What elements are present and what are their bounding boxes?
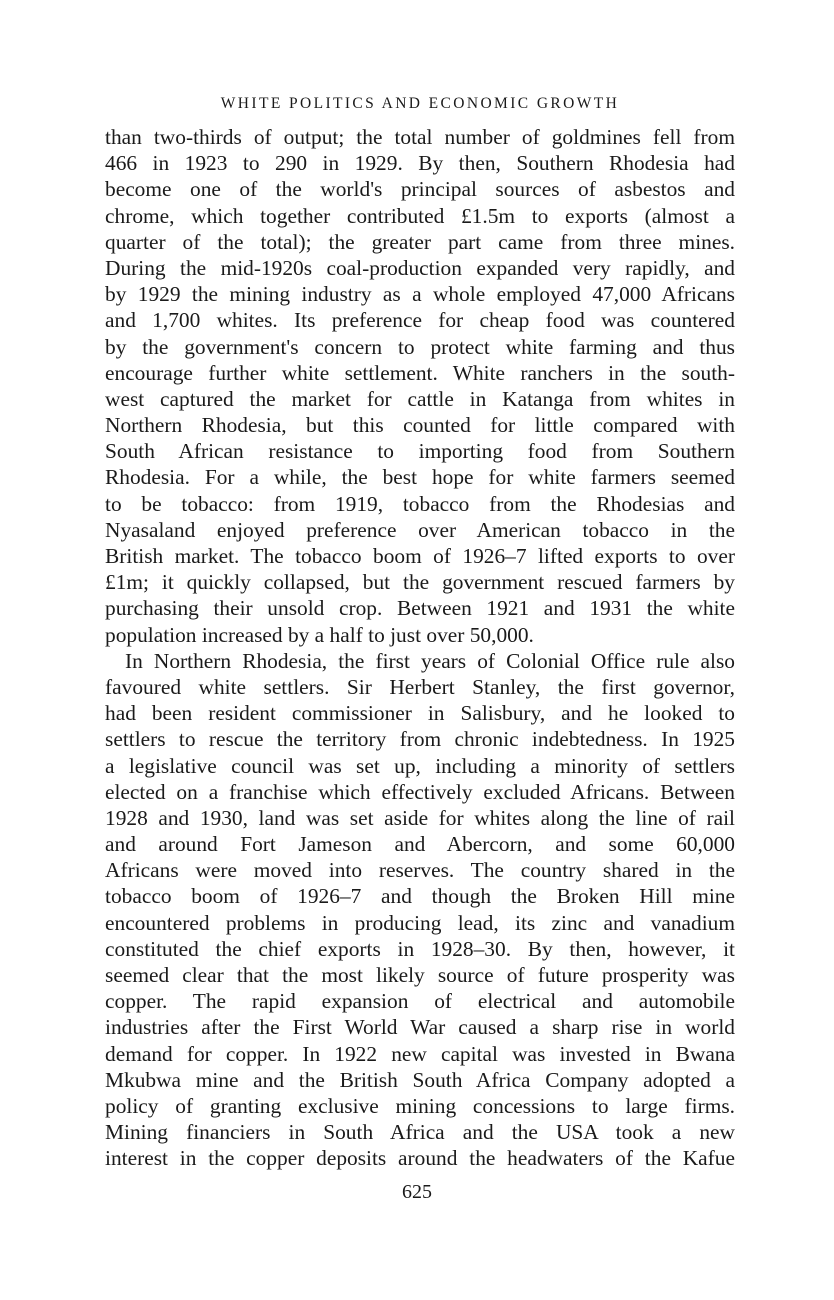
- text-line: become one of the world's principal sources of asbestos and: [105, 177, 735, 202]
- text-line: Northern Rhodesia, but this counted for little compared with: [105, 413, 735, 438]
- text-line: encountered problems in producing lead, its zinc and vanadium: [105, 910, 735, 935]
- text-line: chrome, which together contributed £1.5m to exports (almost a: [105, 203, 735, 228]
- text-line: Africans were moved into reserves. The country shared in the: [105, 858, 735, 883]
- text-line: Mkubwa mine and the British South Africa Company adopted a: [105, 1067, 735, 1092]
- text-line: quarter of the total); the greater part came from three mines.: [105, 229, 735, 254]
- text-line: and 1,700 whites. Its preference for cheap food was countered: [105, 308, 735, 333]
- text-line: During the mid-1920s coal-production expanded very rapidly, and: [105, 255, 735, 280]
- text-line: elected on a franchise which effectively excluded Africans. Between: [105, 779, 735, 804]
- body-text: [105, 124, 735, 1172]
- text-line: by the government's concern to protect white farming and thus: [105, 334, 735, 359]
- text-line: Mining financiers in South Africa and the USA took a new: [105, 1120, 735, 1145]
- text-line: policy of granting exclusive mining concessions to large firms.: [105, 1093, 735, 1118]
- text-line: population increased by a half to just over 50,000.: [105, 622, 534, 647]
- text-line: 466 in 1923 to 290 in 1929. By then, Southern Rhodesia had: [105, 151, 735, 176]
- text-line: British market. The tobacco boom of 1926–7 lifted exports to over: [105, 544, 735, 568]
- paragraph-first-line: In Northern Rhodesia, the first years of Colonial Office rule also: [125, 648, 735, 673]
- page-number: 625: [402, 1181, 432, 1203]
- text-line: encourage further white settlement. White ranchers in the south-: [105, 360, 735, 385]
- text-line: by 1929 the mining industry as a whole employed 47,000 Africans: [105, 282, 735, 307]
- text-line: seemed clear that the most likely source of future prosperity was: [105, 963, 735, 987]
- text-line: to be tobacco: from 1919, tobacco from the Rhodesias and: [105, 491, 735, 516]
- text-line: South African resistance to importing food from Southern: [105, 439, 735, 464]
- text-line: tobacco boom of 1926–7 and though the Broken Hill mine: [105, 884, 735, 909]
- text-line: demand for copper. In 1922 new capital was invested in Bwana: [105, 1041, 735, 1066]
- running-head: WHITE POLITICS AND ECONOMIC GROWTH: [220, 95, 620, 112]
- text-line: a legislative council was set up, including a minority of settlers: [105, 753, 735, 778]
- text-line: west captured the market for cattle in Katanga from whites in: [105, 386, 735, 411]
- text-line: Nyasaland enjoyed preference over American tobacco in the: [105, 517, 735, 542]
- text-line: industries after the First World War caused a sharp rise in world: [105, 1015, 735, 1040]
- text-line: purchasing their unsold crop. Between 1921 and 1931 the white: [105, 596, 735, 621]
- text-line: and around Fort Jameson and Abercorn, and some 60,000: [105, 832, 735, 857]
- text-line: Rhodesia. For a while, the best hope for white farmers seemed: [105, 465, 735, 490]
- text-line: settlers to rescue the territory from chronic indebtedness. In 1925: [105, 727, 735, 752]
- text-line: interest in the copper deposits around the headwaters of the Kafue: [105, 1146, 735, 1171]
- text-line: £1m; it quickly collapsed, but the government rescued farmers by: [105, 570, 735, 595]
- text-line: favoured white settlers. Sir Herbert Stanley, the first governor,: [105, 674, 735, 699]
- text-line: constituted the chief exports in 1928–30. By then, however, it: [105, 936, 735, 961]
- text-line: had been resident commissioner in Salisbury, and he looked to: [105, 701, 735, 726]
- text-line: copper. The rapid expansion of electrical and automobile: [105, 989, 735, 1014]
- text-line: 1928 and 1930, land was set aside for whites along the line of rail: [105, 805, 735, 830]
- text-line: than two-thirds of output; the total number of goldmines fell from: [105, 125, 735, 149]
